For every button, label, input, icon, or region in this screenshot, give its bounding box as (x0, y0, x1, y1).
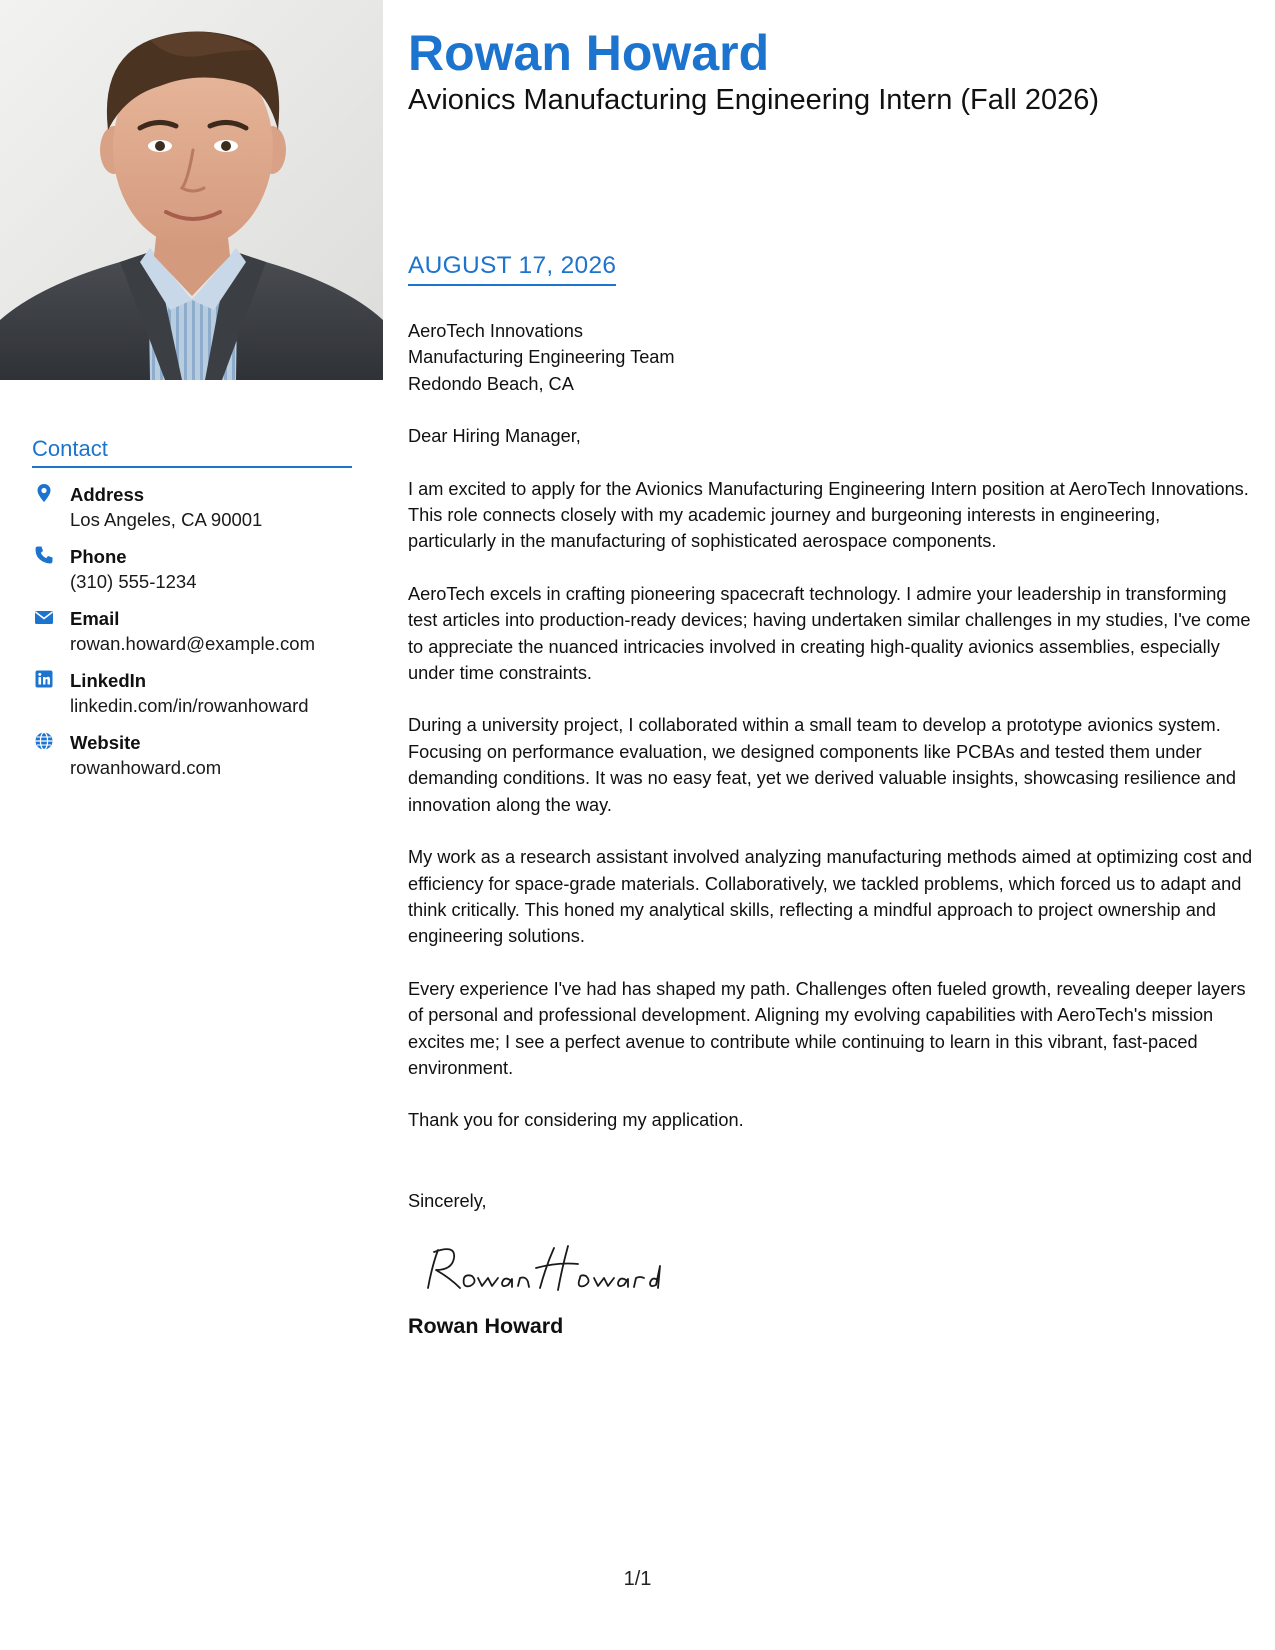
phone-icon (34, 545, 54, 565)
contact-item-email (32, 606, 352, 656)
profile-photo (0, 0, 383, 380)
letter-body (408, 318, 1253, 1340)
letter-main (408, 24, 1253, 1339)
contact-section (32, 436, 352, 792)
salutation: Dear Hiring Manager, (408, 426, 581, 447)
signature (408, 1226, 1253, 1308)
contact-label: Address (70, 484, 145, 505)
contact-item-phone (32, 544, 352, 594)
recipient-address (408, 318, 1253, 397)
signed-name: Rowan Howard (408, 1314, 564, 1339)
linkedin-icon (34, 669, 54, 689)
phone-value[interactable]: (310) 555-1234 (70, 571, 197, 592)
contact-label: LinkedIn (70, 670, 147, 691)
contact-item-address (32, 482, 352, 532)
body-paragraph: I am excited to apply for the Avionics Manufacturing Engineering Intern position at AeroTech Innovations. This role connects closely with my academic journey and burgeoning interests in engineering, particularly in the manufacturing of sophisticated aerospace components. (408, 478, 1249, 552)
globe-icon (34, 731, 54, 751)
contact-label: Website (70, 732, 141, 753)
contact-item-website (32, 730, 352, 780)
applicant-name: Rowan Howard (408, 25, 770, 81)
contact-heading: Contact (32, 436, 352, 468)
sidebar (0, 0, 383, 1650)
body-paragraph: During a university project, I collaborated within a small team to develop a prototype avionics system. Focusing on performance evaluation, we designed components like PCBAs and tested them under demanding conditions. It was no easy feat, yet we derived valuable insights, showcasing resilience and innovation along the way. (408, 715, 1237, 815)
body-paragraph: My work as a research assistant involved analyzing manufacturing methods aimed at optimizing cost and efficiency for space-grade materials. Collaboratively, we tackled problems, which forced us to adapt and think critically. This honed my analytical skills, reflecting a mindful approach to project ownership and engineering solutions. (408, 847, 1253, 947)
website-value[interactable]: rowanhoward.com (70, 757, 222, 778)
portrait-image (0, 0, 383, 380)
contact-label: Phone (70, 546, 127, 567)
recipient-line: Manufacturing Engineering Team (408, 347, 675, 368)
contact-item-linkedin (32, 668, 352, 718)
linkedin-value[interactable]: linkedin.com/in/rowanhoward (70, 695, 309, 716)
letter-date: AUGUST 17, 2026 (408, 250, 616, 286)
map-pin-icon (34, 483, 54, 503)
address-value: Los Angeles, CA 90001 (70, 509, 263, 530)
email-value[interactable]: rowan.howard@example.com (70, 633, 315, 654)
body-paragraph: AeroTech excels in crafting pioneering spacecraft technology. I admire your leadership in transforming test articles into production-ready devices; having undertaken similar challenges in my studies, I've come to appreciate the nuanced intricacies involved in creating high-quality avionics assemblies, especially under time constraints. (408, 583, 1251, 684)
recipient-line: AeroTech Innovations (408, 321, 583, 341)
job-title: Avionics Manufacturing Engineering Intern (Fall 2026) (408, 84, 1100, 116)
contact-label: Email (70, 608, 120, 629)
body-paragraph: Thank you for considering my application. (408, 1110, 744, 1131)
page-number: 1/1 (623, 1568, 652, 1590)
handwritten-signature (408, 1226, 668, 1308)
recipient-line: Redondo Beach, CA (408, 373, 574, 394)
envelope-icon (34, 607, 54, 627)
body-paragraph: Every experience I've had has shaped my path. Challenges often fueled growth, revealing deeper layers of personal and professional development. Aligning my evolving capabilities with AeroTech's mission excites me; I see a perfect avenue to contribute while continuing to learn in this vibrant, fast-paced environment. (408, 978, 1246, 1078)
date-block (408, 250, 616, 286)
closing: Sincerely, (408, 1190, 487, 1211)
